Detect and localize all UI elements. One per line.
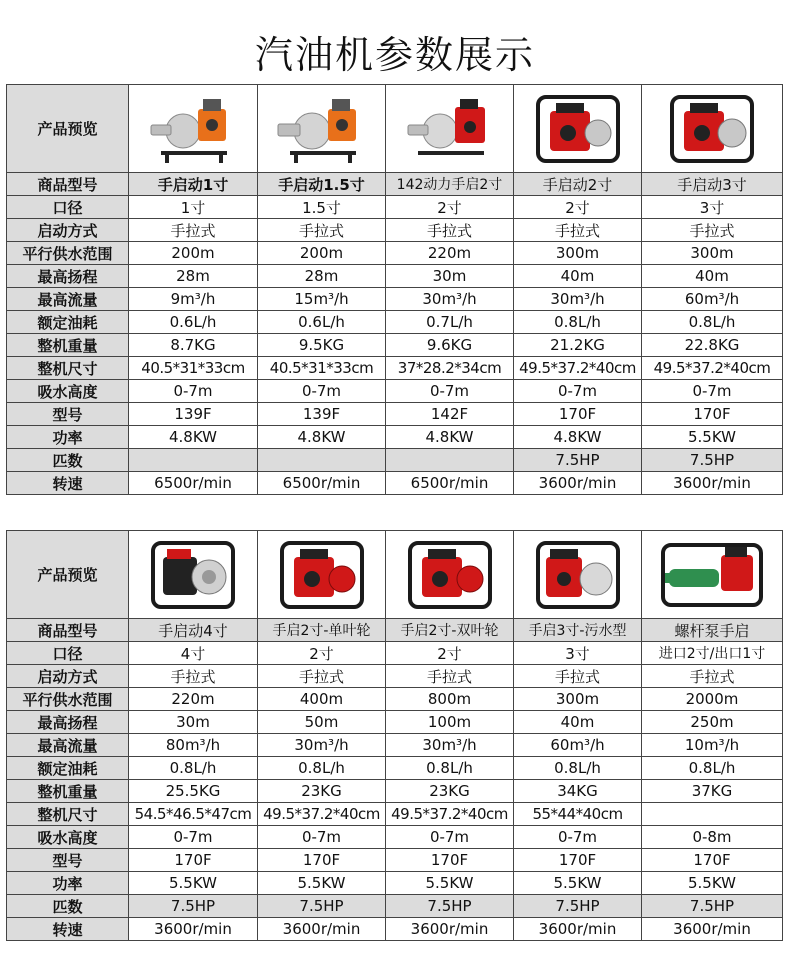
cell: 1.5寸 [258, 196, 386, 219]
cell: 0-7m [258, 380, 386, 403]
product-image [514, 531, 642, 619]
cell: 40.5*31*33cm [258, 357, 386, 380]
silver-frame-pump-icon [143, 535, 243, 615]
range-row [7, 688, 783, 711]
cell: 手拉式 [642, 665, 783, 688]
product-image [129, 85, 258, 173]
hp-row [7, 895, 783, 918]
cell: 手拉式 [514, 665, 642, 688]
cell: 7.5HP [258, 895, 386, 918]
product-image [514, 85, 642, 173]
product-image [642, 531, 783, 619]
cell: 15m³/h [258, 288, 386, 311]
product-image [642, 85, 783, 173]
cell: 6500r/min [129, 472, 258, 495]
speed-row [7, 918, 783, 941]
cell: 2寸 [258, 642, 386, 665]
row-label: 整机尺寸 [7, 357, 129, 380]
cell: 手启3寸-污水型 [514, 619, 642, 642]
cell: 0.8L/h [386, 757, 514, 780]
cell: 28m [258, 265, 386, 288]
product-image [386, 85, 514, 173]
cell: 37KG [642, 780, 783, 803]
cell [642, 803, 783, 826]
cell: 200m [258, 242, 386, 265]
cell: 30m [129, 711, 258, 734]
cell: 手启动4寸 [129, 619, 258, 642]
cell: 8.7KG [129, 334, 258, 357]
cell: 手拉式 [129, 219, 258, 242]
spec-table-2 [6, 530, 783, 941]
cell: 手启动2寸 [514, 173, 642, 196]
cell: 28m [129, 265, 258, 288]
cell: 2寸 [386, 642, 514, 665]
caliber-row [7, 196, 783, 219]
product-image [258, 531, 386, 619]
cell: 7.5HP [386, 895, 514, 918]
cell: 0.8L/h [642, 757, 783, 780]
cell: 7.5HP [514, 895, 642, 918]
row-label: 额定油耗 [7, 311, 129, 334]
cell: 800m [386, 688, 514, 711]
row-label: 整机尺寸 [7, 803, 129, 826]
cell: 300m [514, 242, 642, 265]
head-row [7, 711, 783, 734]
row-label: 最高扬程 [7, 711, 129, 734]
cell: 10m³/h [642, 734, 783, 757]
red-small-pump-icon [400, 89, 500, 169]
spec-table-1 [6, 84, 783, 495]
engine-row [7, 403, 783, 426]
cell: 139F [258, 403, 386, 426]
cell: 0-7m [386, 380, 514, 403]
cell: 170F [514, 849, 642, 872]
cell: 手拉式 [386, 665, 514, 688]
cell: 9m³/h [129, 288, 258, 311]
cell: 55*44*40cm [514, 803, 642, 826]
row-label: 转速 [7, 918, 129, 941]
cell: 手启2寸-单叶轮 [258, 619, 386, 642]
product-image [129, 531, 258, 619]
cell: 30m³/h [258, 734, 386, 757]
cell: 40m [514, 265, 642, 288]
cell: 手拉式 [386, 219, 514, 242]
cell: 170F [386, 849, 514, 872]
cell: 0.8L/h [258, 757, 386, 780]
cell: 3600r/min [258, 918, 386, 941]
fuel-row [7, 311, 783, 334]
row-label: 额定油耗 [7, 757, 129, 780]
cell: 0.8L/h [642, 311, 783, 334]
power-row [7, 872, 783, 895]
cell: 0-7m [514, 380, 642, 403]
cell: 49.5*37.2*40cm [258, 803, 386, 826]
cell: 手拉式 [258, 219, 386, 242]
cell [258, 449, 386, 472]
cell: 30m³/h [514, 288, 642, 311]
cell: 0-7m [386, 826, 514, 849]
cell: 9.5KG [258, 334, 386, 357]
red-frame-pump-icon [400, 535, 500, 615]
cell: 7.5HP [129, 895, 258, 918]
model-row [7, 619, 783, 642]
row-label: 最高流量 [7, 288, 129, 311]
cell: 170F [129, 849, 258, 872]
row-label: 口径 [7, 196, 129, 219]
cell: 34KG [514, 780, 642, 803]
hp-row [7, 449, 783, 472]
cell: 4.8KW [514, 426, 642, 449]
cell: 220m [386, 242, 514, 265]
row-label: 匹数 [7, 449, 129, 472]
cell: 0-7m [129, 826, 258, 849]
start-row [7, 665, 783, 688]
cell: 手拉式 [129, 665, 258, 688]
cell: 手拉式 [258, 665, 386, 688]
cell: 0.6L/h [258, 311, 386, 334]
cell: 30m³/h [386, 734, 514, 757]
cell: 6500r/min [386, 472, 514, 495]
cell: 0-7m [642, 380, 783, 403]
suction-row [7, 380, 783, 403]
cell: 手拉式 [642, 219, 783, 242]
cell: 5.5KW [642, 872, 783, 895]
cell: 142动力手启2寸 [386, 173, 514, 196]
preview-row [7, 85, 783, 173]
cell: 2寸 [514, 196, 642, 219]
speed-row [7, 472, 783, 495]
cell: 40.5*31*33cm [129, 357, 258, 380]
cell: 3寸 [514, 642, 642, 665]
fuel-row [7, 757, 783, 780]
cell: 0.6L/h [129, 311, 258, 334]
cell: 49.5*37.2*40cm [386, 803, 514, 826]
preview-row [7, 531, 783, 619]
flow-row [7, 288, 783, 311]
row-label: 产品预览 [7, 85, 129, 173]
cell: 49.5*37.2*40cm [642, 357, 783, 380]
weight-row [7, 780, 783, 803]
cell: 手启动3寸 [642, 173, 783, 196]
cell: 3600r/min [514, 918, 642, 941]
cell: 170F [258, 849, 386, 872]
row-label: 商品型号 [7, 619, 129, 642]
product-image [386, 531, 514, 619]
row-label: 功率 [7, 872, 129, 895]
page-title: 汽油机参数展示 [254, 33, 535, 77]
row-label: 最高扬程 [7, 265, 129, 288]
engine-row [7, 849, 783, 872]
cell: 3600r/min [642, 918, 783, 941]
cell [129, 449, 258, 472]
row-label: 整机重量 [7, 780, 129, 803]
row-label: 启动方式 [7, 219, 129, 242]
cell: 5.5KW [258, 872, 386, 895]
row-label: 吸水高度 [7, 380, 129, 403]
cell: 手拉式 [514, 219, 642, 242]
flow-row [7, 734, 783, 757]
cell: 1寸 [129, 196, 258, 219]
cell: 4.8KW [258, 426, 386, 449]
cell: 100m [386, 711, 514, 734]
cell [386, 449, 514, 472]
cell: 300m [514, 688, 642, 711]
cell: 0-7m [129, 380, 258, 403]
cell: 22.8KG [642, 334, 783, 357]
cell: 60m³/h [514, 734, 642, 757]
cell: 7.5HP [642, 449, 783, 472]
model-row [7, 173, 783, 196]
cell: 250m [642, 711, 783, 734]
cell: 400m [258, 688, 386, 711]
cell: 4.8KW [129, 426, 258, 449]
cell: 220m [129, 688, 258, 711]
size-row [7, 803, 783, 826]
cell: 170F [642, 403, 783, 426]
suction-row [7, 826, 783, 849]
cell: 3600r/min [386, 918, 514, 941]
cell: 54.5*46.5*47cm [129, 803, 258, 826]
cell: 2000m [642, 688, 783, 711]
orange-small-pump-icon [143, 89, 243, 169]
cell: 170F [514, 403, 642, 426]
row-label: 型号 [7, 849, 129, 872]
cell: 23KG [258, 780, 386, 803]
row-label: 型号 [7, 403, 129, 426]
cell: 2寸 [386, 196, 514, 219]
cell: 3600r/min [514, 472, 642, 495]
cell: 0.8L/h [514, 311, 642, 334]
trash-pump-icon [528, 535, 628, 615]
cell: 0.8L/h [129, 757, 258, 780]
cell: 25.5KG [129, 780, 258, 803]
cell: 30m³/h [386, 288, 514, 311]
cell: 0-7m [514, 826, 642, 849]
product-image [258, 85, 386, 173]
cell: 21.2KG [514, 334, 642, 357]
cell: 进口2寸/出口1寸 [642, 642, 783, 665]
cell: 139F [129, 403, 258, 426]
cell: 5.5KW [129, 872, 258, 895]
red-frame-pump-icon [272, 535, 372, 615]
cell: 40m [642, 265, 783, 288]
row-label: 匹数 [7, 895, 129, 918]
power-row [7, 426, 783, 449]
cell: 手启动1.5寸 [258, 173, 386, 196]
cell: 0.8L/h [514, 757, 642, 780]
row-label: 产品预览 [7, 531, 129, 619]
row-label: 平行供水范围 [7, 688, 129, 711]
cell: 60m³/h [642, 288, 783, 311]
cell: 5.5KW [514, 872, 642, 895]
cell: 4.8KW [386, 426, 514, 449]
row-label: 口径 [7, 642, 129, 665]
screw-pump-icon [657, 535, 767, 615]
cell: 3寸 [642, 196, 783, 219]
head-row [7, 265, 783, 288]
cell: 7.5HP [642, 895, 783, 918]
cell: 0-7m [258, 826, 386, 849]
size-row [7, 357, 783, 380]
cell: 50m [258, 711, 386, 734]
cell: 3600r/min [129, 918, 258, 941]
red-frame-pump-icon [662, 89, 762, 169]
cell: 23KG [386, 780, 514, 803]
cell: 40m [514, 711, 642, 734]
cell: 49.5*37.2*40cm [514, 357, 642, 380]
cell: 3600r/min [642, 472, 783, 495]
range-row [7, 242, 783, 265]
cell: 手启动1寸 [129, 173, 258, 196]
row-label: 最高流量 [7, 734, 129, 757]
row-label: 吸水高度 [7, 826, 129, 849]
cell: 30m [386, 265, 514, 288]
cell: 142F [386, 403, 514, 426]
cell: 5.5KW [642, 426, 783, 449]
cell: 37*28.2*34cm [386, 357, 514, 380]
weight-row [7, 334, 783, 357]
row-label: 功率 [7, 426, 129, 449]
cell: 0-8m [642, 826, 783, 849]
cell: 4寸 [129, 642, 258, 665]
row-label: 商品型号 [7, 173, 129, 196]
row-label: 整机重量 [7, 334, 129, 357]
cell: 7.5HP [514, 449, 642, 472]
cell: 170F [642, 849, 783, 872]
row-label: 转速 [7, 472, 129, 495]
cell: 6500r/min [258, 472, 386, 495]
cell: 手启2寸-双叶轮 [386, 619, 514, 642]
caliber-row [7, 642, 783, 665]
red-frame-pump-icon [528, 89, 628, 169]
row-label: 启动方式 [7, 665, 129, 688]
start-row [7, 219, 783, 242]
cell: 9.6KG [386, 334, 514, 357]
cell: 300m [642, 242, 783, 265]
cell: 5.5KW [386, 872, 514, 895]
cell: 80m³/h [129, 734, 258, 757]
row-label: 平行供水范围 [7, 242, 129, 265]
cell: 0.7L/h [386, 311, 514, 334]
cell: 螺杆泵手启 [642, 619, 783, 642]
orange-small-pump-icon [272, 89, 372, 169]
cell: 200m [129, 242, 258, 265]
